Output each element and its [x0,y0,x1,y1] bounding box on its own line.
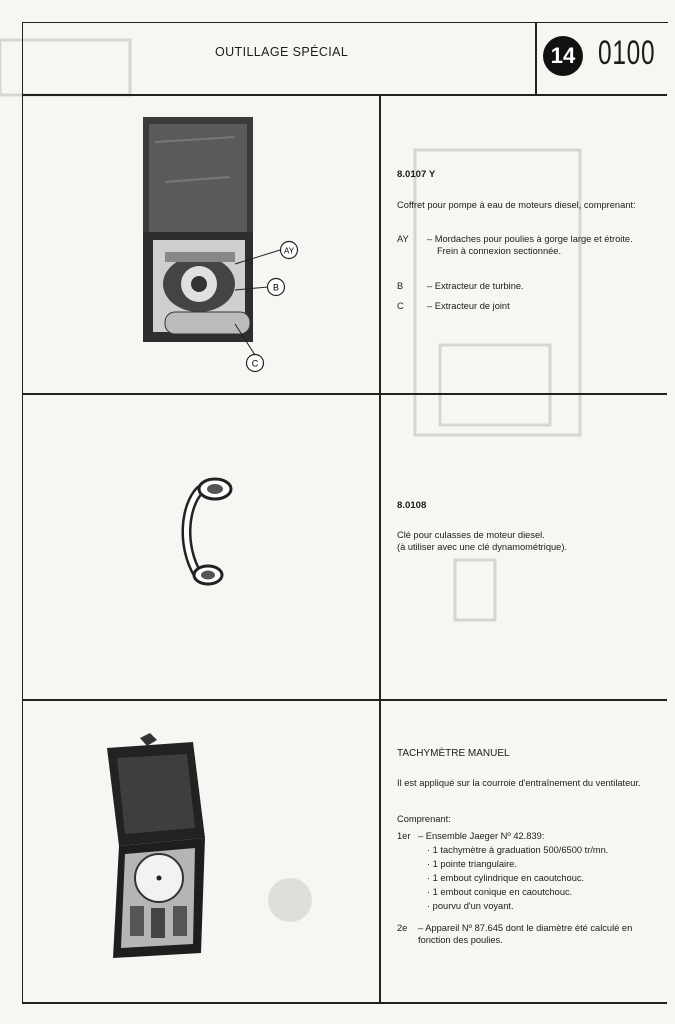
page-title: OUTILLAGE SPÉCIAL [215,45,349,59]
callout-c-label: C [251,358,259,369]
entry-3-sub-4: · 1 embout conique en caoutchouc. [427,887,573,897]
bottom-rule [22,1002,667,1004]
cylinder-head-wrench-illustration [170,475,240,595]
row-divider-1 [22,393,667,395]
entry-3-sub-5: · pourvu d'un voyant. [427,901,514,911]
entry-3-title: TACHYMÈTRE MANUEL [397,748,510,759]
entry-3-first-label: 1er [397,831,411,841]
item-text: – Extracteur de turbine. [427,281,524,291]
header-rule [22,94,667,96]
entry-1-item-b [397,280,657,294]
item-text-main: – Mordaches pour poulies à gorge large et étroite. [427,234,633,244]
tachometer-case-illustration [95,728,215,963]
item-key: C [397,301,404,311]
entry-3-first-text: – Ensemble Jaeger Nº 42.839: [418,831,545,841]
item-text [427,233,657,258]
callout-b-label: B [272,282,280,293]
column-divider [379,94,381,1002]
entry-3-description: Il est appliqué sur la courroie d'entraînement du ventilateur. [397,778,641,788]
entry-3-second-text: – Appareil Nº 87.645 dont le diamètre été calculé en fonction des poulies. [418,923,633,946]
entry-3-sub-2: · 1 pointe triangulaire. [427,859,517,869]
item-key: B [397,281,404,291]
entry-1-item-c [397,300,657,314]
entry-3-comprenant: Comprenant: [397,814,451,824]
entry-2-code: 8.0108 [397,500,427,511]
entry-1-description: Coffret pour pompe à eau de moteurs diesel, comprenant: [397,200,636,210]
callout-b [266,277,286,297]
entry-1-code: 8.0107 Y [397,169,436,180]
page-code: 0100 [598,34,656,72]
callout-ay [279,240,299,260]
entry-3-sub-1: · 1 tachymètre à graduation 500/6500 tr/mn. [427,845,609,855]
item-text-extra: Frein à connexion sectionnée. [437,246,562,257]
entry-2-description-line-2: (à utiliser avec une clé dynamométrique). [397,542,568,552]
header-divider [535,22,537,95]
callout-c [245,353,265,373]
entry-2-description-line-1: Clé pour culasses de moteur diesel. [397,530,545,540]
entry-3-sub-3: · 1 embout cylindrique en caoutchouc. [427,873,585,883]
entry-1-item-ay [397,233,657,273]
entry-3-second-label: 2e [397,923,408,933]
item-key: AY [397,234,409,244]
callout-ay-label: AY [283,246,295,256]
section-badge: 14 [543,36,583,76]
row-divider-2 [22,699,667,701]
item-text: – Extracteur de joint [427,301,510,311]
